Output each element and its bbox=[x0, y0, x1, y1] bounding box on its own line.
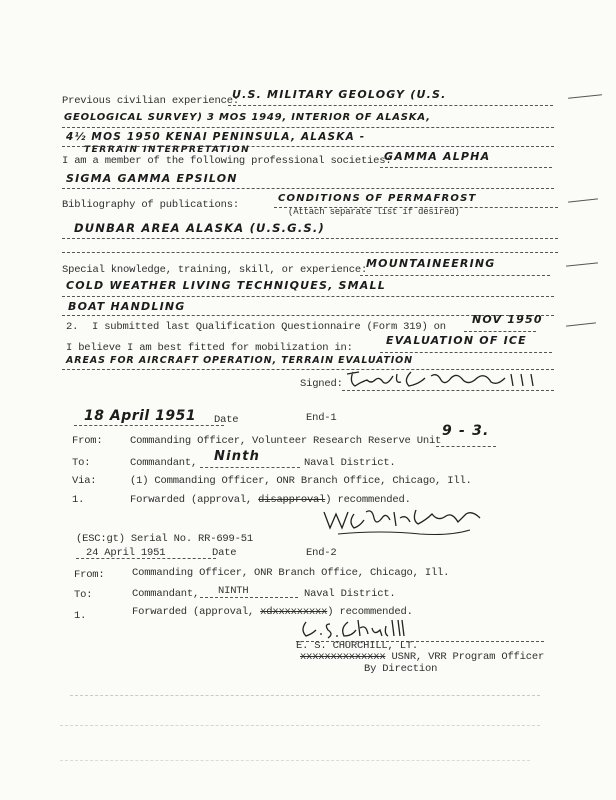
answer-line bbox=[200, 467, 300, 468]
faint-rule bbox=[60, 760, 530, 761]
margin-mark bbox=[566, 262, 598, 266]
answer-line bbox=[62, 238, 558, 239]
answer-line bbox=[62, 296, 554, 297]
bibliography-line1: CONDITIONS OF PERMAFROST bbox=[278, 193, 477, 204]
mobilization-line2: AREAS FOR AIRCRAFT OPERATION, TERRAIN EVALUATION bbox=[66, 355, 414, 366]
struck-option: disapproval bbox=[258, 494, 326, 506]
margin-mark bbox=[568, 94, 602, 99]
endorsement2-to-value: NINTH bbox=[218, 585, 249, 597]
bibliography-label: Bibliography of publications: bbox=[62, 199, 239, 211]
endorsement2-from-text: Commanding Officer, ONR Branch Office, Chicago, Ill. bbox=[132, 567, 450, 579]
struck-option: xdxxxxxxxxx bbox=[260, 606, 328, 618]
recommended-text: ) recommended. bbox=[325, 494, 411, 506]
by-direction: By Direction bbox=[364, 663, 438, 675]
endorsement1-to-text: Commandant, bbox=[130, 457, 198, 469]
forwarded-text: Forwarded (approval, bbox=[132, 606, 255, 618]
endorsement1-unit-value: 9 - 3. bbox=[442, 423, 490, 439]
previous-experience-line4: TERRAIN INTERPRETATION bbox=[84, 145, 251, 155]
forwarded-text: Forwarded (approval, bbox=[130, 494, 253, 506]
previous-experience-line2: GEOLOGICAL SURVEY) 3 MOS 1949, INTERIOR OF ALASKA, bbox=[64, 112, 431, 123]
endorsement1-to-value: Ninth bbox=[214, 449, 261, 464]
endorsement1-to-suffix: Naval District. bbox=[304, 457, 396, 469]
endorsement2-signature bbox=[300, 616, 470, 642]
answer-line bbox=[380, 167, 552, 168]
margin-mark bbox=[568, 198, 598, 202]
margin-mark bbox=[566, 322, 596, 326]
endorsement2-serial: (ESC:gt) Serial No. RR-699-51 bbox=[76, 533, 253, 545]
endorsement1-item-number: 1. bbox=[72, 494, 85, 506]
mobilization-line1: EVALUATION OF ICE bbox=[386, 334, 527, 347]
societies-line1: GAMMA ALPHA bbox=[384, 150, 491, 163]
item-number: 2. bbox=[66, 321, 79, 333]
endorsement1-date-label: Date bbox=[214, 414, 239, 426]
endorsement1-to-label: To: bbox=[72, 457, 91, 469]
answer-line bbox=[200, 597, 298, 598]
endorsement2-to-text: Commandant, bbox=[132, 588, 200, 600]
endorsement1-date-value: 18 April 1951 bbox=[84, 408, 197, 424]
answer-line bbox=[62, 127, 554, 128]
endorsement1-via-label: Via: bbox=[72, 475, 97, 487]
endorsement2-date-value: 24 April 1951 bbox=[86, 547, 166, 559]
answer-line bbox=[62, 188, 554, 189]
struck-rank: xxxxxxxxxxxxxx bbox=[300, 651, 386, 663]
date-line bbox=[76, 558, 216, 559]
special-knowledge-line3: BOAT HANDLING bbox=[68, 300, 186, 313]
signer-name: E. S. CHURCHILL, LT. bbox=[296, 640, 419, 652]
questionnaire-label: I submitted last Qualification Questionnaire (Form 319) on bbox=[92, 321, 446, 333]
endorsement1-number: End-1 bbox=[306, 412, 337, 424]
endorsement1-from-text: Commanding Officer, Volunteer Research Reserve Unit bbox=[130, 435, 442, 447]
special-knowledge-line1: MOUNTAINEERING bbox=[366, 257, 496, 270]
endorsement2-date-label: Date bbox=[212, 547, 237, 559]
mobilization-label: I believe I am best fitted for mobilization in: bbox=[66, 342, 353, 354]
endorsement2-number: End-2 bbox=[306, 547, 337, 559]
endorsement1-from-label: From: bbox=[72, 435, 103, 447]
recommended-text: ) recommended. bbox=[327, 606, 413, 618]
endorsement2-from-label: From: bbox=[74, 569, 105, 581]
answer-line bbox=[464, 331, 536, 332]
faint-rule bbox=[60, 725, 540, 726]
endorsement2-to-suffix: Naval District. bbox=[304, 588, 396, 600]
endorsement2-to-label: To: bbox=[74, 589, 93, 601]
special-knowledge-line2: COLD WEATHER LIVING TECHNIQUES, SMALL bbox=[66, 279, 386, 292]
answer-line bbox=[228, 105, 553, 106]
signer-rank bbox=[300, 651, 544, 663]
societies-line2: SIGMA GAMMA EPSILON bbox=[66, 172, 238, 185]
endorsement1-via-text: (1) Commanding Officer, ONR Branch Office, Chicago, Ill. bbox=[130, 475, 472, 487]
answer-line bbox=[62, 252, 558, 253]
answer-line bbox=[380, 352, 552, 353]
applicant-signature bbox=[345, 368, 555, 392]
endorsement1-signature bbox=[320, 504, 500, 540]
signer-rank-text: USNR, VRR Program Officer bbox=[391, 651, 545, 663]
bibliography-note: (Attach separate list if desired) bbox=[288, 207, 460, 217]
answer-line bbox=[436, 446, 496, 447]
date-line bbox=[74, 425, 224, 426]
questionnaire-value: NOV 1950 bbox=[472, 313, 543, 326]
answer-line bbox=[360, 275, 550, 276]
previous-experience-label: Previous civilian experience: bbox=[62, 95, 239, 107]
societies-label: I am a member of the following professional societies: bbox=[62, 155, 392, 167]
previous-experience-line1: U.S. MILITARY GEOLOGY (U.S. bbox=[232, 88, 447, 101]
endorsement2-item-number: 1. bbox=[74, 610, 87, 622]
special-knowledge-label: Special knowledge, training, skill, or experience: bbox=[62, 264, 368, 276]
previous-experience-line3: 4½ MOS 1950 KENAI PENINSULA, ALASKA - bbox=[66, 131, 366, 143]
signature-line bbox=[342, 390, 554, 391]
bibliography-line2: DUNBAR AREA ALASKA (U.S.G.S.) bbox=[74, 221, 325, 235]
signed-label: Signed: bbox=[300, 378, 343, 390]
faint-rule bbox=[70, 695, 540, 696]
